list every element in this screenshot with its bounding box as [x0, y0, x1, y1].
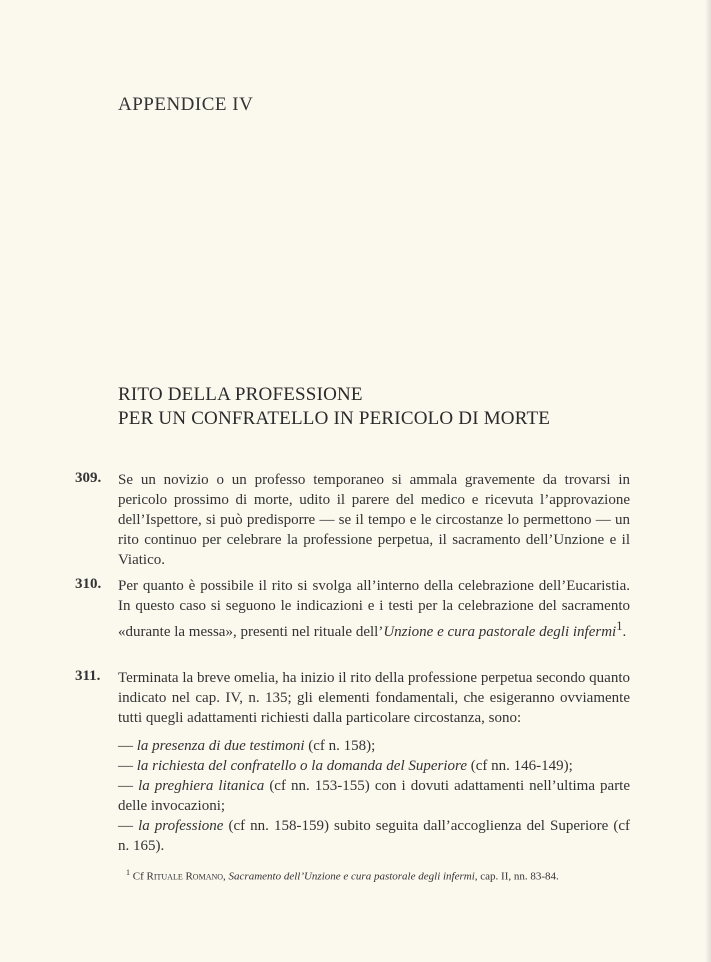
elements-list — [118, 736, 630, 856]
paragraph-number-309: 309. — [75, 470, 102, 486]
list-item-ref: (cf nn. 153-155) con i dovuti adattamenti nell’ultima parte delle invocazioni; — [118, 778, 631, 814]
list-item-ref: (cf nn. 146-149); — [466, 758, 573, 774]
paragraph-310-text — [118, 576, 630, 642]
list-item — [118, 816, 630, 856]
paragraph-310-end: . — [622, 624, 627, 640]
page-edge-shadow — [705, 0, 711, 962]
section-title — [118, 383, 550, 431]
paragraph-311-text: Terminata la breve omelia, ha inizio il rito della professione perpetua secondo quanto indicato nel cap. IV, n. 135; gli elementi fondamentali, che esigeranno ovviamente tutti quegli adattamenti richiesti dalla particolare circostanza, sono: — [118, 670, 630, 726]
section-title-line-2: PER UN CONFRATELLO IN PERICOLO DI MORTE — [118, 408, 551, 429]
list-item-ref: (cf n. 158); — [304, 738, 376, 754]
paragraph-310-ritual-title: Unzione e cura pastorale degli infermi — [383, 624, 617, 640]
list-item-label: la richiesta del confratello o la domanda del Superiore — [136, 758, 467, 774]
list-item — [118, 756, 630, 776]
paragraph-309-text: Se un novizio o un professo temporaneo si ammala gravemente da trovarsi in pericolo prossimo di morte, udito il parere del medico e ricevuta l’approvazione dell’Ispettore, si può predisporre — se il tempo e le circostanze lo permettono — un rito continuo per celebrare la professione perpetua, il sacramento dell’Unzione e il Viatico. — [118, 472, 630, 568]
list-dash: — — [118, 758, 133, 774]
list-item-ref: (cf nn. 158-159) subito seguita dall’accoglienza del Superiore (cf n. 165). — [118, 818, 631, 854]
footnote-source: Rituale Romano, — [146, 870, 226, 883]
footnote — [126, 868, 559, 883]
list-item-label: la presenza di due testimoni — [136, 738, 305, 754]
footnote-ref: cap. II, nn. 83-84. — [480, 870, 559, 883]
list-item-label: la preghiera litanica — [138, 778, 265, 794]
footnote-work: Sacramento dell’Unzione e cura pastorale degli infermi, — [228, 870, 478, 883]
paragraph-310-body: Per quanto è possibile il rito si svolga all’interno della celebrazione dell’Eucaristia. In questo caso si seguono le indicazioni e i testi per la celebrazione del sacramento «durante la messa», presenti nel rituale dell’ — [118, 578, 630, 640]
list-item — [118, 736, 630, 756]
appendix-heading: APPENDICE IV — [118, 94, 254, 115]
paragraph-311 — [118, 668, 630, 856]
paragraph-number-310: 310. — [75, 576, 102, 592]
list-dash: — — [118, 738, 133, 754]
paragraph-310 — [118, 576, 630, 642]
footnote-reference: 1 — [616, 619, 623, 633]
section-title-line-1: RITO DELLA PROFESSIONE — [118, 384, 363, 405]
list-item — [118, 776, 630, 816]
list-dash: — — [118, 818, 133, 834]
footnote-prefix: Cf — [132, 870, 144, 883]
paragraph-309 — [118, 470, 630, 570]
footnote-mark: 1 — [126, 868, 130, 877]
list-item-label: la professione — [138, 818, 224, 834]
paragraph-number-311: 311. — [75, 668, 101, 684]
list-dash: — — [118, 778, 133, 794]
